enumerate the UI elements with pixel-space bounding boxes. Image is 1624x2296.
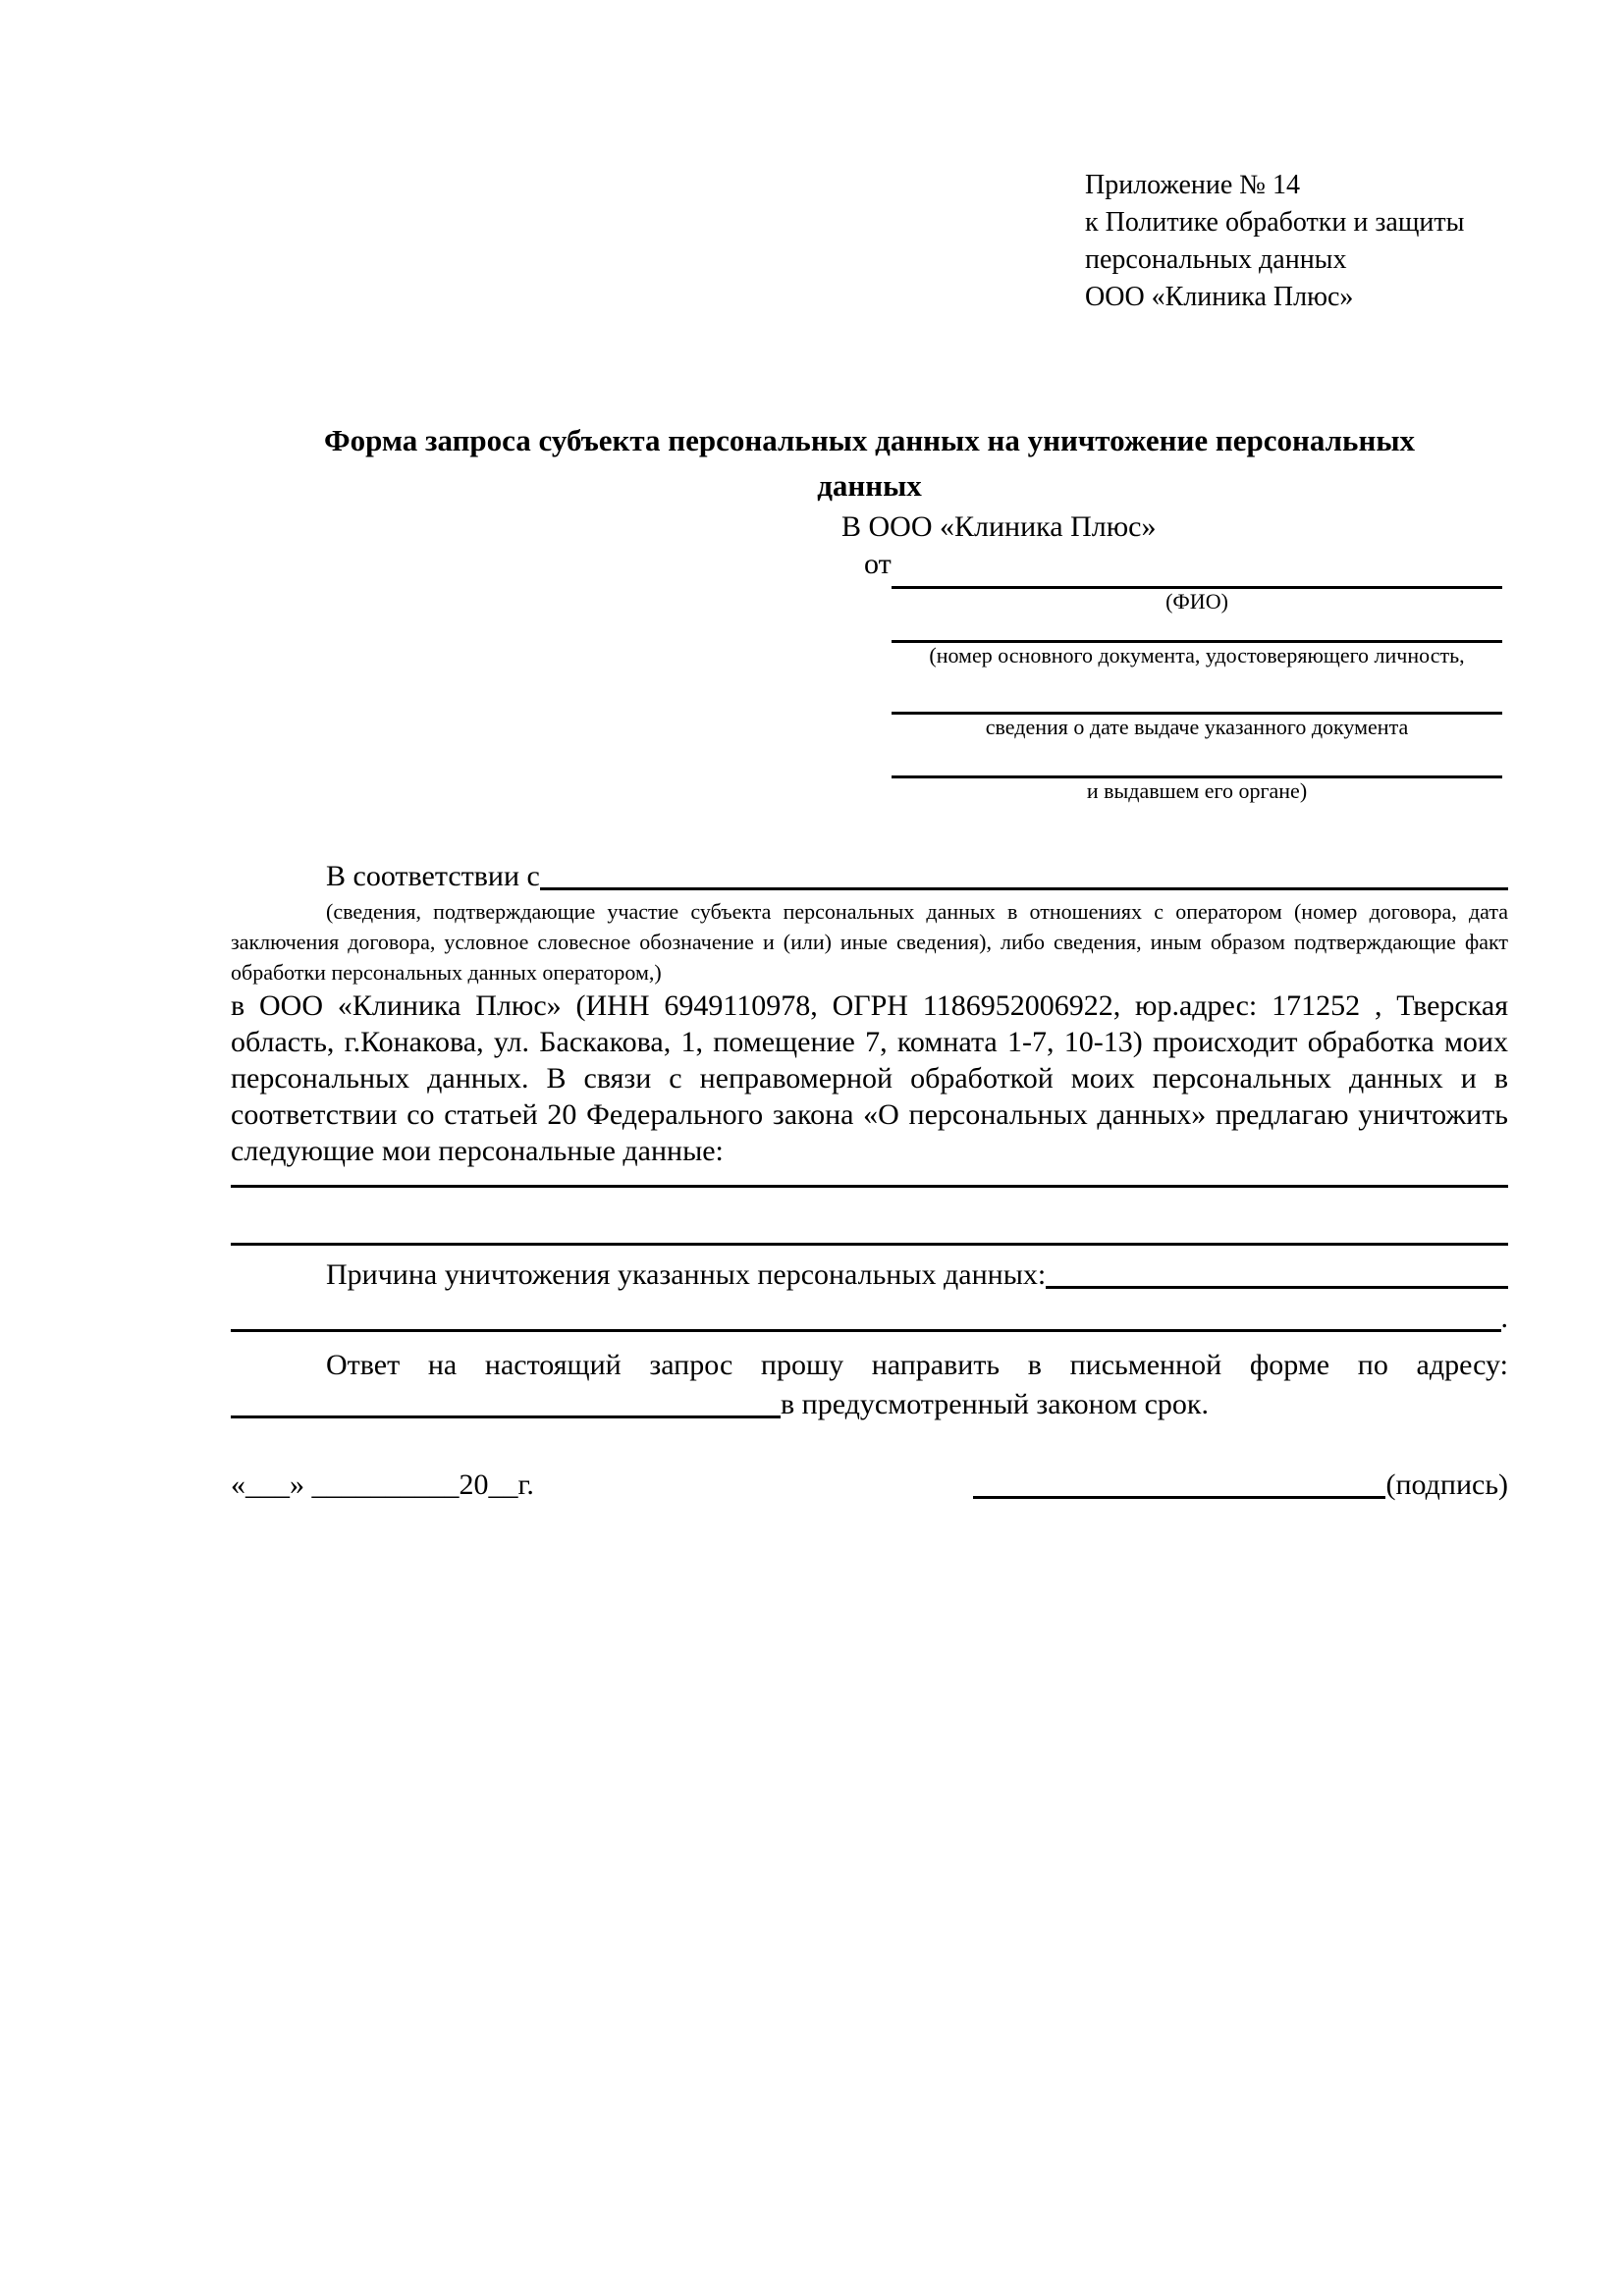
address-fill-line <box>231 1415 781 1418</box>
accordance-row <box>231 857 1508 896</box>
appendix-header-line: ООО «Клиника Плюс» <box>1085 282 1354 312</box>
from-label: от <box>864 548 892 580</box>
reply-address-row <box>231 1385 1508 1424</box>
issuing-authority-caption: и выдавшем его органе) <box>1086 778 1308 803</box>
reason-label: Причина уничтожения указанных персональных данных: <box>326 1258 1047 1291</box>
accordance-fill-line <box>540 887 1508 890</box>
reason-continuation-row <box>231 1299 1508 1338</box>
issuing-authority-field <box>892 775 1502 804</box>
data-fill-line-2 <box>231 1243 1508 1246</box>
line-terminator: . <box>1500 1302 1508 1334</box>
appendix-header-line: к Политике обработки и защиты <box>1085 207 1465 238</box>
document-number-caption: (номер основного документа, удостоверяющего личность, <box>929 643 1465 667</box>
signature-fill-line <box>973 1496 1385 1499</box>
reason-fill-line <box>1046 1286 1508 1289</box>
data-fill-line-1 <box>231 1185 1508 1188</box>
appendix-header-line: персональных данных <box>1085 244 1347 275</box>
addressee-organization: В ООО «Клиника Плюс» <box>841 510 1157 543</box>
reply-request: Ответ на настоящий запрос прошу направить в письменной форме по адресу: <box>326 1349 1508 1381</box>
issue-date-caption: сведения о дате выдаче указанного документа <box>985 715 1409 739</box>
reason-fill-line-2 <box>231 1329 1501 1332</box>
document-number-field <box>892 640 1502 668</box>
accordance-note: (сведения, подтверждающие участие субъекта персональных данных в отношениях с оператором (номер договора, дата заключения договора, условное словесное обозначение и (или) иные сведения), либо сведения, иным образом подтверждающие факт обработки персональных данных оператором,) <box>231 899 1508 985</box>
fio-field <box>892 586 1502 614</box>
body-paragraph: в ООО «Клиника Плюс» (ИНН 6949110978, ОГРН 1186952006922, юр.адрес: 171252 , Тверская область, г.Конакова, ул. Баскакова, 1, помещение 7, комната 1-7, 10-13) происходит обработка моих персональных данных. В связи с неправомерной обработкой моих персональных данных и в соответствии со статьей 20 Федерального закона «О персональных данных» предлагаю уничтожить следующие мои персональные данные: <box>231 989 1508 1167</box>
date-signature-row <box>231 1466 1508 1505</box>
fio-caption: (ФИО) <box>1165 589 1228 614</box>
appendix-header <box>1085 167 1508 316</box>
issue-date-field <box>892 712 1502 740</box>
signature-label: (подпись) <box>1385 1468 1508 1501</box>
accordance-lead: В соответствии с <box>326 860 540 892</box>
form-title: Форма запроса субъекта персональных данных на уничтожение персональных данных <box>323 423 1416 503</box>
reply-suffix: в предусмотренный законом срок. <box>781 1388 1209 1420</box>
date-line: «___» __________20__г. <box>231 1468 534 1501</box>
appendix-header-line: Приложение № 14 <box>1085 170 1300 200</box>
addressee-fields <box>892 586 1502 804</box>
reason-row <box>231 1255 1508 1295</box>
